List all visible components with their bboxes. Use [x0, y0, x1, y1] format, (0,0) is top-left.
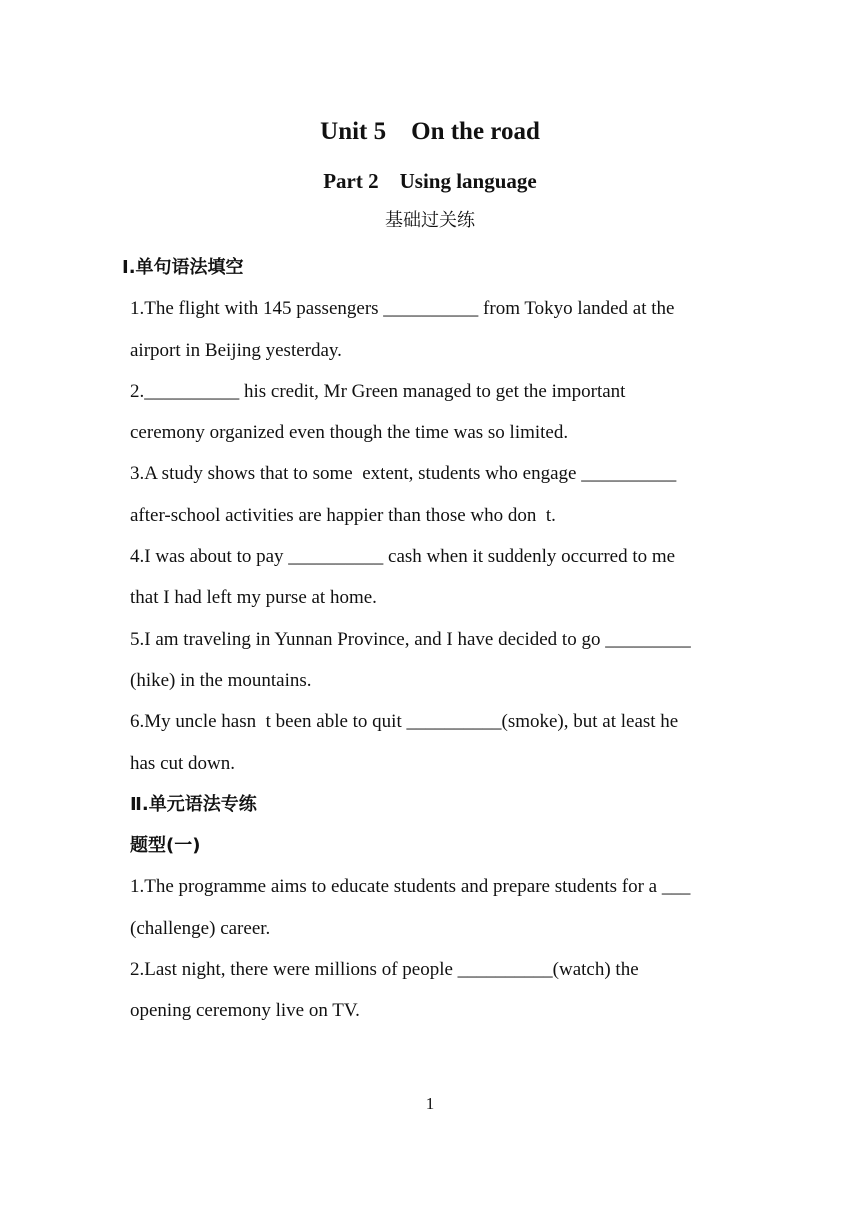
question-line: after-school activities are happier than those who don t.	[130, 504, 556, 526]
question-line: has cut down.	[130, 752, 236, 774]
question-line: (hike) in the mountains.	[130, 669, 312, 691]
question-line: 1.The programme aims to educate students and prepare students for a ___	[130, 876, 691, 898]
part-subtitle: Part 2 Using language	[323, 169, 537, 193]
question-line: ceremony organized even though the time was so limited.	[130, 422, 569, 444]
question-line: 6.My uncle hasn t been able to quit __________(smoke), but at least he	[130, 711, 679, 733]
question-line: 3.A study shows that to some extent, students who engage __________	[130, 463, 677, 485]
question-line: 2.Last night, there were millions of people __________(watch) the	[130, 959, 639, 981]
section-heading-unit-grammar: Ⅱ.单元语法专练	[130, 793, 257, 815]
document-body	[122, 247, 740, 1032]
question-type-heading: 题型(一)	[130, 835, 201, 857]
page-number: 1	[425, 1094, 435, 1113]
question-line: airport in Beijing yesterday.	[130, 339, 342, 361]
question-line: 5.I am traveling in Yunnan Province, and I have decided to go _________	[130, 628, 691, 650]
unit-title: Unit 5 On the road	[320, 118, 540, 145]
section-heading-grammar-fill: Ⅰ.单句语法填空	[122, 257, 244, 278]
question-line: opening ceremony live on TV.	[130, 1000, 360, 1022]
question-line: 2.__________ his credit, Mr Green managed to get the important	[130, 380, 626, 402]
question-line: that I had left my purse at home.	[130, 587, 377, 609]
question-line: (challenge) career.	[130, 917, 271, 939]
question-line: 4.I was about to pay __________ cash when it suddenly occurred to me	[130, 546, 676, 568]
exercise-level-heading: 基础过关练	[385, 210, 475, 231]
question-line: 1.The flight with 145 passengers __________ from Tokyo landed at the	[130, 298, 675, 320]
